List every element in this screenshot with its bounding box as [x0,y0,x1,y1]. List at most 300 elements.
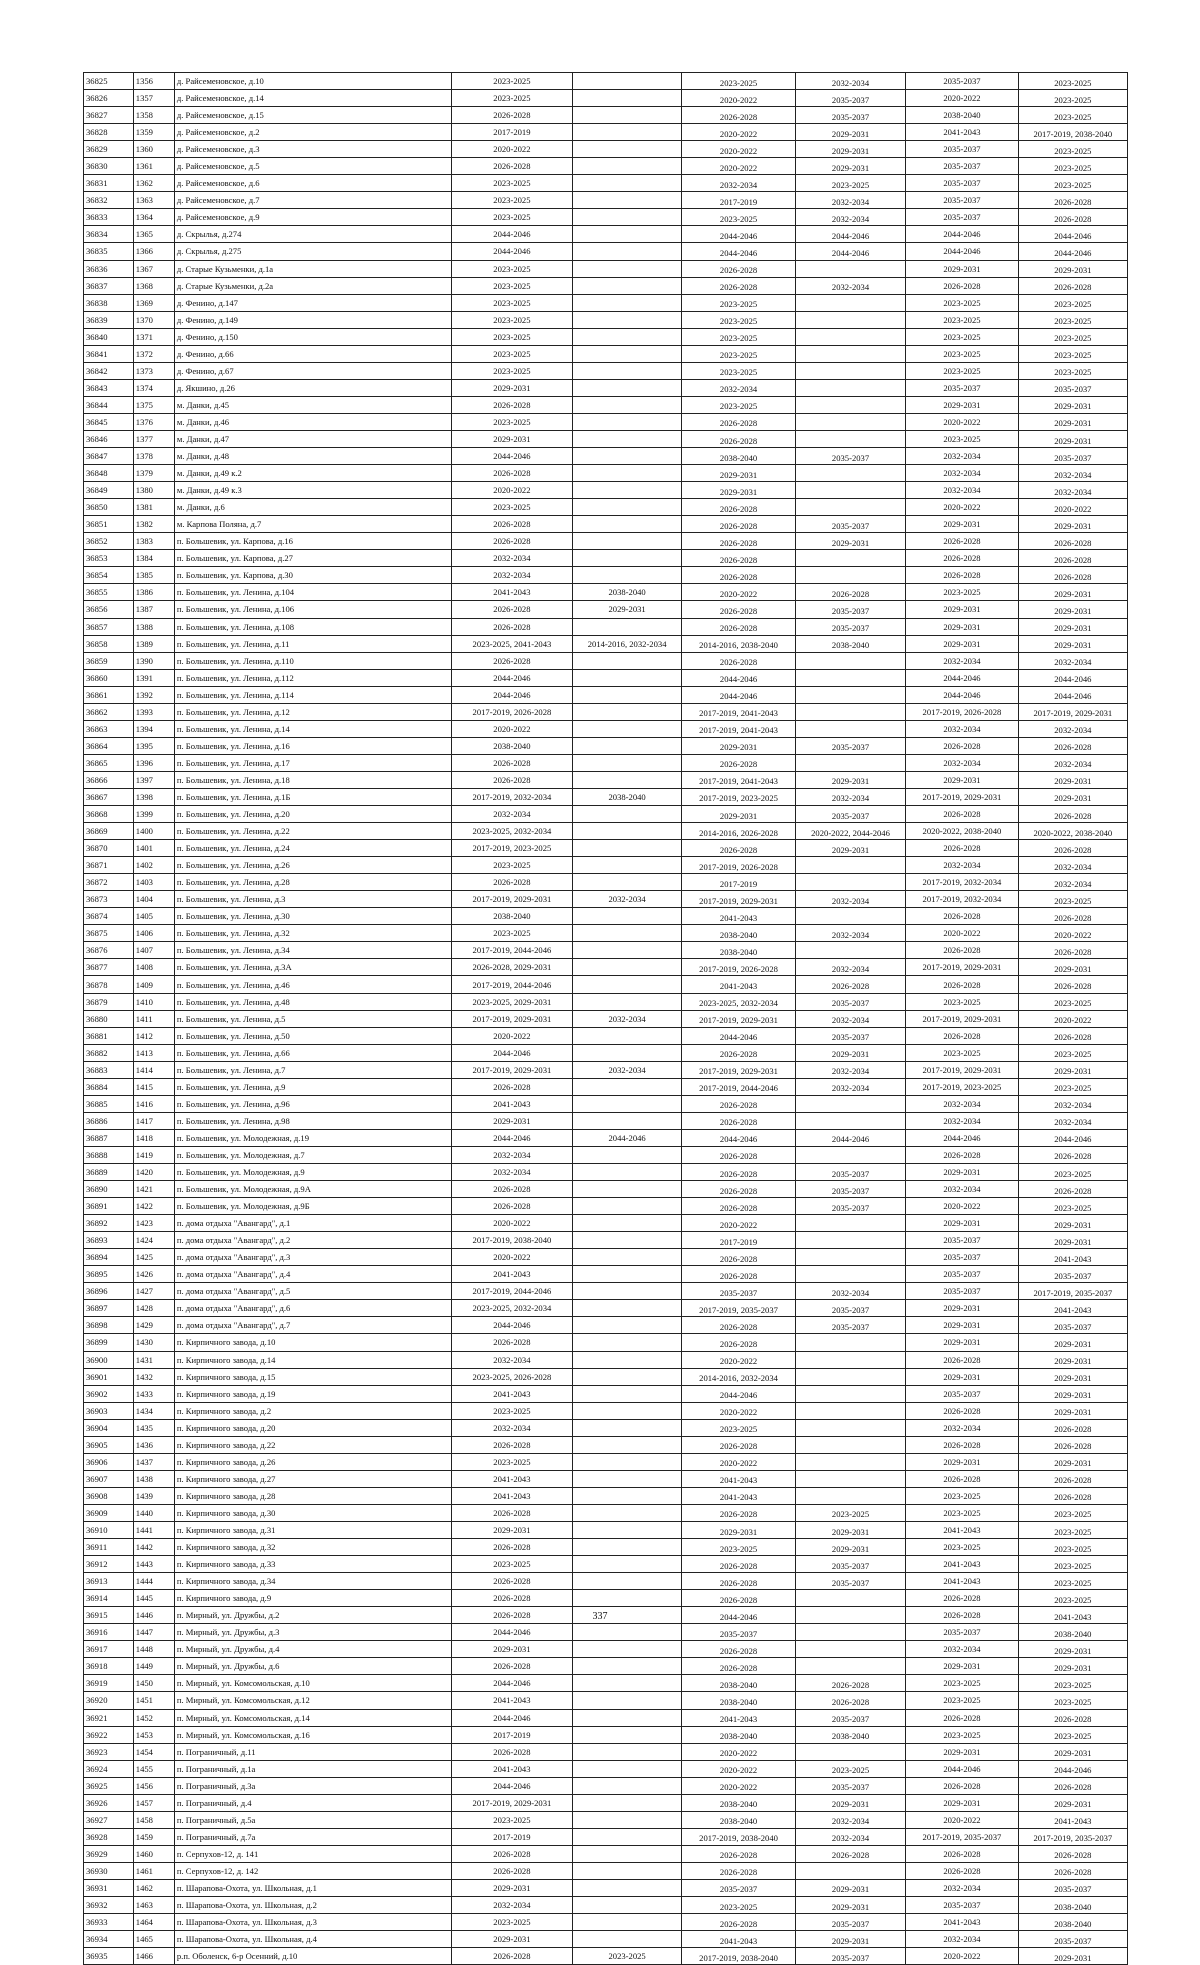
period-cell-6: 2032-2034 [1018,874,1127,891]
item-number-cell: 1446 [133,1607,174,1624]
period-cell-4 [795,1095,905,1112]
item-number-cell: 1362 [133,175,174,192]
period-cell-6: 2029-2031 [1018,1368,1127,1385]
item-number-cell: 1364 [133,209,174,226]
period-cell-6: 2044-2046 [1018,1760,1127,1777]
row-number-cell: 36885 [84,1095,134,1112]
address-cell: п. Пограничный, д.5а [174,1811,451,1828]
table-row [84,942,1128,959]
address-cell: п. Большевик, ул. Ленина, д.106 [174,601,451,618]
period-cell-5: 2029-2031 [906,601,1019,618]
period-cell-1: 2023-2025 [451,1453,572,1470]
table-row [84,1368,1128,1385]
period-cell-5: 2029-2031 [906,1794,1019,1811]
table-row [84,686,1128,703]
item-number-cell: 1384 [133,550,174,567]
row-number-cell: 36900 [84,1351,134,1368]
period-cell-3: 2017-2019 [682,1232,796,1249]
period-cell-2 [572,1334,681,1351]
item-number-cell: 1356 [133,73,174,90]
period-cell-6: 2023-2025 [1018,1556,1127,1573]
period-cell-5: 2026-2028 [906,908,1019,925]
period-cell-5: 2017-2019, 2035-2037 [906,1828,1019,1845]
period-cell-5: 2017-2019, 2032-2034 [906,891,1019,908]
period-cell-2 [572,1215,681,1232]
table-body [84,73,1128,1965]
table-row [84,379,1128,396]
period-cell-6: 2035-2037 [1018,1879,1127,1896]
item-number-cell: 1418 [133,1129,174,1146]
item-number-cell: 1428 [133,1300,174,1317]
period-cell-4: 2029-2031 [795,1044,905,1061]
period-cell-5: 2044-2046 [906,686,1019,703]
period-cell-4 [795,1385,905,1402]
item-number-cell: 1376 [133,413,174,430]
period-cell-5: 2032-2034 [906,1095,1019,1112]
table-row [84,788,1128,805]
item-number-cell: 1392 [133,686,174,703]
table-row [84,823,1128,840]
period-cell-4: 2032-2034 [795,209,905,226]
row-number-cell: 36893 [84,1232,134,1249]
period-cell-3: 2044-2046 [682,1129,796,1146]
row-number-cell: 36866 [84,771,134,788]
period-cell-5: 2020-2022 [906,499,1019,516]
address-cell: м. Данки, д.45 [174,396,451,413]
period-cell-3: 2032-2034 [682,379,796,396]
period-cell-1: 2026-2028 [451,158,572,175]
period-cell-4: 2035-2037 [795,516,905,533]
period-cell-4 [795,1334,905,1351]
table-row [84,806,1128,823]
address-cell: п. Большевик, ул. Ленина, д.5 [174,1010,451,1027]
address-cell: п. дома отдыха "Авангард", д.3 [174,1249,451,1266]
period-cell-1: 2023-2025, 2032-2034 [451,823,572,840]
period-cell-4 [795,328,905,345]
period-cell-3: 2017-2019, 2038-2040 [682,1828,796,1845]
period-cell-2 [572,328,681,345]
row-number-cell: 36825 [84,73,134,90]
row-number-cell: 36901 [84,1368,134,1385]
table-row [84,1760,1128,1777]
table-row [84,1300,1128,1317]
period-cell-4: 2035-2037 [795,1164,905,1181]
address-cell: п. Шарапова-Охота, ул. Школьная, д.4 [174,1931,451,1948]
row-number-cell: 36922 [84,1726,134,1743]
period-cell-3: 2020-2022 [682,124,796,141]
table-row [84,1658,1128,1675]
address-cell: п. Большевик, ул. Ленина, д.18 [174,771,451,788]
period-cell-1: 2026-2028 [451,1539,572,1556]
period-cell-2 [572,1164,681,1181]
period-cell-6: 2029-2031 [1018,959,1127,976]
period-cell-1: 2023-2025 [451,73,572,90]
period-cell-6: 2026-2028 [1018,806,1127,823]
period-cell-6: 2026-2028 [1018,533,1127,550]
row-number-cell: 36908 [84,1487,134,1504]
period-cell-4 [795,669,905,686]
item-number-cell: 1393 [133,703,174,720]
period-cell-3: 2026-2028 [682,1573,796,1590]
table-row [84,635,1128,652]
address-cell: п. Большевик, ул. Ленина, д.11 [174,635,451,652]
period-cell-4 [795,396,905,413]
period-cell-3: 2017-2019, 2038-2040 [682,1948,796,1965]
address-cell: п. Кирпичного завода, д.28 [174,1487,451,1504]
period-cell-5: 2017-2019, 2032-2034 [906,874,1019,891]
period-cell-4: 2029-2031 [795,840,905,857]
row-number-cell: 36874 [84,908,134,925]
period-cell-2: 2032-2034 [572,1010,681,1027]
item-number-cell: 1452 [133,1709,174,1726]
item-number-cell: 1400 [133,823,174,840]
row-number-cell: 36910 [84,1521,134,1538]
period-cell-1: 2023-2025 [451,1914,572,1931]
table-row [84,158,1128,175]
table-row [84,499,1128,516]
row-number-cell: 36928 [84,1828,134,1845]
table-row [84,601,1128,618]
table-row [84,1010,1128,1027]
period-cell-3: 2026-2028 [682,1862,796,1879]
period-cell-2: 2023-2025 [572,1948,681,1965]
period-cell-4: 2035-2037 [795,107,905,124]
period-cell-3: 2038-2040 [682,1726,796,1743]
table-row [84,1112,1128,1129]
period-cell-5: 2035-2037 [906,1232,1019,1249]
period-cell-2 [572,1845,681,1862]
period-cell-6: 2023-2025 [1018,141,1127,158]
address-cell: м. Данки, д.49 к.3 [174,482,451,499]
period-cell-1: 2026-2028 [451,1607,572,1624]
period-cell-3: 2026-2028 [682,652,796,669]
address-cell: п. Большевик, ул. Ленина, д.50 [174,1027,451,1044]
item-number-cell: 1426 [133,1266,174,1283]
period-cell-6: 2026-2028 [1018,1777,1127,1794]
address-cell: п. Большевик, ул. Ленина, д.28 [174,874,451,891]
address-cell: п. Большевик, ул. Ленина, д.104 [174,584,451,601]
row-number-cell: 36902 [84,1385,134,1402]
table-row [84,1044,1128,1061]
address-cell: п. Пограничный, д.11 [174,1743,451,1760]
period-cell-5: 2023-2025 [906,1487,1019,1504]
period-cell-5: 2032-2034 [906,448,1019,465]
period-cell-3: 2017-2019, 2044-2046 [682,1078,796,1095]
period-cell-6: 2026-2028 [1018,908,1127,925]
period-cell-6: 2029-2031 [1018,1794,1127,1811]
period-cell-1: 2023-2025, 2026-2028 [451,1368,572,1385]
period-cell-5: 2035-2037 [906,1266,1019,1283]
address-cell: д. Райсеменовское, д.7 [174,192,451,209]
period-cell-4: 2044-2046 [795,226,905,243]
address-cell: п. Мирный, ул. Дружбы, д.6 [174,1658,451,1675]
period-cell-5: 2029-2031 [906,1658,1019,1675]
period-cell-6: 2032-2034 [1018,754,1127,771]
table-row [84,874,1128,891]
period-cell-6: 2026-2028 [1018,976,1127,993]
table-row [84,277,1128,294]
period-cell-1: 2041-2043 [451,1487,572,1504]
item-number-cell: 1408 [133,959,174,976]
period-cell-5: 2017-2019, 2026-2028 [906,703,1019,720]
address-cell: п. Мирный, ул. Комсомольская, д.16 [174,1726,451,1743]
item-number-cell: 1372 [133,345,174,362]
period-cell-3: 2014-2016, 2026-2028 [682,823,796,840]
period-cell-3: 2017-2019, 2029-2031 [682,1061,796,1078]
period-cell-1: 2026-2028 [451,107,572,124]
row-number-cell: 36883 [84,1061,134,1078]
period-cell-2 [572,533,681,550]
period-cell-5: 2020-2022 [906,1811,1019,1828]
table-row [84,993,1128,1010]
period-cell-1: 2017-2019, 2029-2031 [451,1794,572,1811]
row-number-cell: 36916 [84,1624,134,1641]
period-cell-2 [572,857,681,874]
period-cell-5: 2032-2034 [906,652,1019,669]
address-cell: п. Шарапова-Охота, ул. Школьная, д.3 [174,1914,451,1931]
table-row [84,857,1128,874]
period-cell-6: 2029-2031 [1018,1641,1127,1658]
period-cell-2 [572,1300,681,1317]
period-cell-4: 2035-2037 [795,1181,905,1198]
period-cell-6: 2023-2025 [1018,1675,1127,1692]
period-cell-5: 2035-2037 [906,1283,1019,1300]
period-cell-5: 2026-2028 [906,1470,1019,1487]
period-cell-4: 2026-2028 [795,976,905,993]
item-number-cell: 1436 [133,1436,174,1453]
period-cell-1: 2023-2025, 2041-2043 [451,635,572,652]
period-cell-2 [572,976,681,993]
table-row [84,1095,1128,1112]
period-cell-1: 2026-2028 [451,1573,572,1590]
item-number-cell: 1435 [133,1419,174,1436]
row-number-cell: 36925 [84,1777,134,1794]
period-cell-3: 2038-2040 [682,925,796,942]
row-number-cell: 36934 [84,1931,134,1948]
period-cell-5: 2023-2025 [906,1726,1019,1743]
row-number-cell: 36924 [84,1760,134,1777]
item-number-cell: 1465 [133,1931,174,1948]
period-cell-4 [795,874,905,891]
row-number-cell: 36931 [84,1879,134,1896]
row-number-cell: 36896 [84,1283,134,1300]
period-cell-2 [572,669,681,686]
period-cell-2 [572,618,681,635]
period-cell-5: 2035-2037 [906,209,1019,226]
table-row [84,1129,1128,1146]
period-cell-1: 2023-2025 [451,345,572,362]
period-cell-4: 2035-2037 [795,1556,905,1573]
table-row [84,1146,1128,1163]
period-cell-3: 2020-2022 [682,1760,796,1777]
period-cell-3: 2020-2022 [682,1402,796,1419]
address-cell: п. Большевик, ул. Карпова, д.30 [174,567,451,584]
period-cell-1: 2017-2019, 2029-2031 [451,891,572,908]
period-cell-2 [572,260,681,277]
table-row [84,1487,1128,1504]
period-cell-3: 2044-2046 [682,669,796,686]
period-cell-4: 2029-2031 [795,533,905,550]
period-cell-2 [572,1487,681,1504]
period-cell-5: 2029-2031 [906,260,1019,277]
period-cell-2 [572,771,681,788]
period-cell-3: 2026-2028 [682,107,796,124]
period-cell-5: 2044-2046 [906,243,1019,260]
period-cell-6: 2029-2031 [1018,1743,1127,1760]
period-cell-6: 2029-2031 [1018,771,1127,788]
address-cell: п. Мирный, ул. Комсомольская, д.10 [174,1675,451,1692]
table-row [84,1385,1128,1402]
period-cell-2 [572,465,681,482]
period-cell-4 [795,482,905,499]
table-row [84,482,1128,499]
period-cell-2 [572,1521,681,1538]
table-row [84,1078,1128,1095]
period-cell-3: 2026-2028 [682,1556,796,1573]
period-cell-3: 2020-2022 [682,141,796,158]
period-cell-5: 2026-2028 [906,1845,1019,1862]
table-row [84,1198,1128,1215]
address-cell: д. Фенино, д.67 [174,362,451,379]
period-cell-5: 2035-2037 [906,192,1019,209]
item-number-cell: 1422 [133,1198,174,1215]
address-cell: п. Мирный, ул. Дружбы, д.2 [174,1607,451,1624]
table-row [84,1232,1128,1249]
period-cell-1: 2044-2046 [451,226,572,243]
period-cell-3: 2029-2031 [682,806,796,823]
period-cell-2 [572,1573,681,1590]
period-cell-5: 2032-2034 [906,1112,1019,1129]
period-cell-5: 2029-2031 [906,1743,1019,1760]
period-cell-4 [795,1641,905,1658]
item-number-cell: 1378 [133,448,174,465]
period-cell-6: 2023-2025 [1018,1504,1127,1521]
period-cell-1: 2023-2025 [451,362,572,379]
period-cell-6: 2029-2031 [1018,788,1127,805]
item-number-cell: 1361 [133,158,174,175]
row-number-cell: 36919 [84,1675,134,1692]
period-cell-3: 2041-2043 [682,1487,796,1504]
table-row [84,959,1128,976]
period-cell-1: 2026-2028, 2029-2031 [451,959,572,976]
period-cell-1: 2041-2043 [451,1470,572,1487]
item-number-cell: 1382 [133,516,174,533]
item-number-cell: 1411 [133,1010,174,1027]
period-cell-4: 2029-2031 [795,141,905,158]
address-cell: д. Якшино, д.26 [174,379,451,396]
address-cell: п. Большевик, ул. Ленина, д.20 [174,806,451,823]
period-cell-2: 2014-2016, 2032-2034 [572,635,681,652]
address-cell: д. Райсеменовское, д.2 [174,124,451,141]
period-cell-5: 2026-2028 [906,1146,1019,1163]
period-cell-3: 2023-2025 [682,1419,796,1436]
address-cell: д. Райсеменовское, д.6 [174,175,451,192]
period-cell-2 [572,516,681,533]
item-number-cell: 1450 [133,1675,174,1692]
item-number-cell: 1432 [133,1368,174,1385]
period-cell-1: 2017-2019, 2044-2046 [451,942,572,959]
period-cell-5: 2029-2031 [906,1164,1019,1181]
item-number-cell: 1430 [133,1334,174,1351]
period-cell-5: 2023-2025 [906,1692,1019,1709]
table-row [84,1794,1128,1811]
address-cell: п. Большевик, ул. Ленина, д.14 [174,720,451,737]
period-cell-4: 2035-2037 [795,737,905,754]
period-cell-6: 2029-2031 [1018,396,1127,413]
period-cell-3: 2044-2046 [682,226,796,243]
address-cell: п. Кирпичного завода, д.31 [174,1521,451,1538]
period-cell-4: 2035-2037 [795,1573,905,1590]
address-cell: м. Карпова Поляна, д.7 [174,516,451,533]
row-number-cell: 36914 [84,1590,134,1607]
row-number-cell: 36828 [84,124,134,141]
row-number-cell: 36933 [84,1914,134,1931]
address-cell: м. Данки, д.48 [174,448,451,465]
period-cell-2 [572,737,681,754]
period-cell-2 [572,124,681,141]
period-cell-3: 2026-2028 [682,413,796,430]
period-cell-5: 2044-2046 [906,669,1019,686]
table-row [84,720,1128,737]
period-cell-1: 2023-2025 [451,857,572,874]
period-cell-1: 2041-2043 [451,1385,572,1402]
table-row [84,90,1128,107]
period-cell-4: 2032-2034 [795,277,905,294]
item-number-cell: 1460 [133,1845,174,1862]
period-cell-1: 2026-2028 [451,771,572,788]
period-cell-5: 2023-2025 [906,362,1019,379]
period-cell-5: 2035-2037 [906,175,1019,192]
period-cell-6: 2026-2028 [1018,737,1127,754]
row-number-cell: 36927 [84,1811,134,1828]
period-cell-3: 2023-2025 [682,328,796,345]
item-number-cell: 1399 [133,806,174,823]
period-cell-1: 2023-2025 [451,328,572,345]
table-row [84,362,1128,379]
period-cell-1: 2023-2025 [451,311,572,328]
address-cell: п. Серпухов-12, д. 141 [174,1845,451,1862]
row-number-cell: 36864 [84,737,134,754]
period-cell-2 [572,1419,681,1436]
period-cell-6: 2023-2025 [1018,891,1127,908]
period-cell-2 [572,1436,681,1453]
period-cell-1: 2023-2025 [451,499,572,516]
period-cell-2 [572,1453,681,1470]
period-cell-1: 2026-2028 [451,601,572,618]
item-number-cell: 1449 [133,1658,174,1675]
period-cell-3: 2026-2028 [682,430,796,447]
period-cell-6: 2023-2025 [1018,1164,1127,1181]
table-row [84,209,1128,226]
period-cell-5: 2020-2022 [906,413,1019,430]
item-number-cell: 1414 [133,1061,174,1078]
period-cell-5: 2041-2043 [906,124,1019,141]
address-cell: п. Большевик, ул. Ленина, д.34 [174,942,451,959]
period-cell-6: 2029-2031 [1018,1334,1127,1351]
period-cell-3: 2038-2040 [682,1692,796,1709]
period-cell-6: 2020-2022, 2038-2040 [1018,823,1127,840]
period-cell-6: 2017-2019, 2038-2040 [1018,124,1127,141]
row-number-cell: 36842 [84,362,134,379]
table-row [84,1453,1128,1470]
address-cell: п. Пограничный, д.7а [174,1828,451,1845]
address-cell: п. Большевик, ул. Ленина, д.110 [174,652,451,669]
period-cell-4: 2032-2034 [795,1078,905,1095]
period-cell-2 [572,1777,681,1794]
period-cell-5: 2023-2025 [906,345,1019,362]
row-number-cell: 36909 [84,1504,134,1521]
period-cell-1: 2023-2025 [451,277,572,294]
